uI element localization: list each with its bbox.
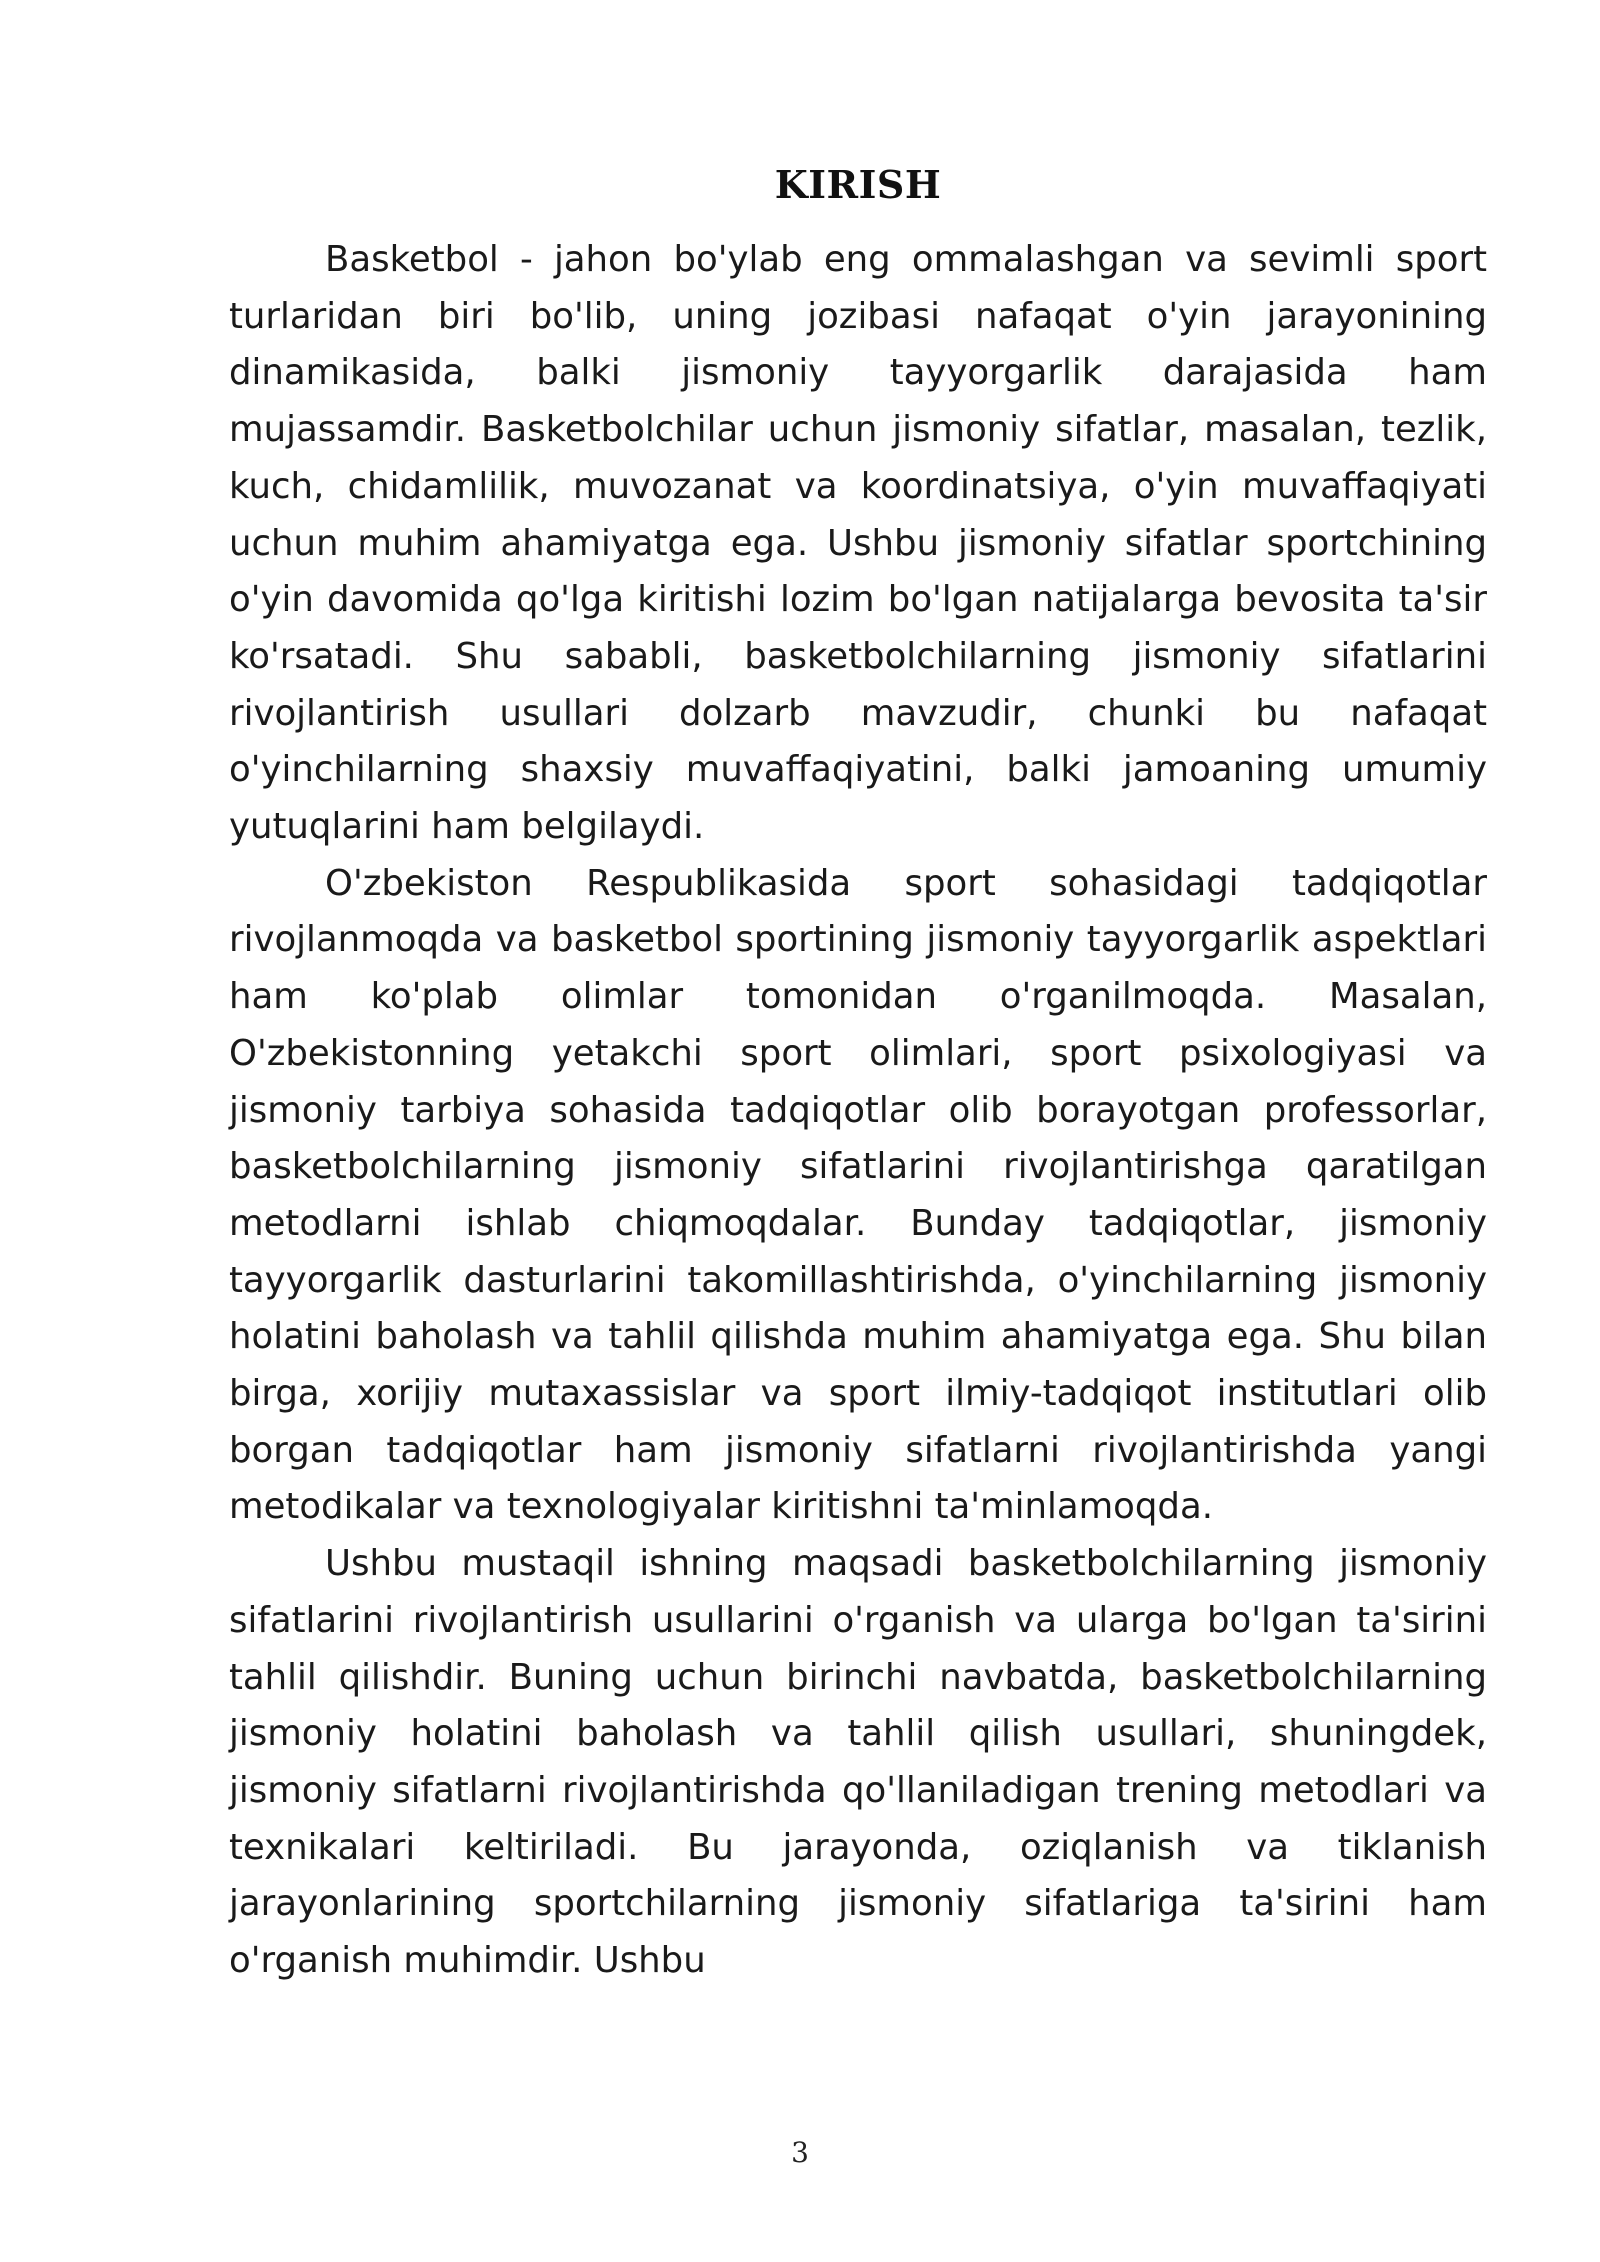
section-title: KIRISH (774, 162, 942, 207)
paragraph-purpose: Ushbu mustaqil ishning maqsadi basketbolchilarning jismoniy sifatlarini rivojlantirish usullarini o'rganish va ularga bo'lgan ta'sirini tahlil qilishdir. Buning uchun birinchi navbatda, basketbolchilarning jismoniy holatini baholash va tahlil qilish usullari, shuningdek, jismoniy sifatlarni rivojlantirishda qo'llaniladigan trening metodlari va texnikalari keltiriladi. Bu jarayonda, oziqlanish va tiklanish jarayonlarining sportchilarning jismoniy sifatlariga ta'sirini ham o'rganish muhimdir. Ushbu (229, 1543, 1487, 1982)
paragraph-research: O'zbekiston Respublikasida sport sohasidagi tadqiqotlar rivojlanmoqda va basketbol sportining jismoniy tayyorgarlik aspektlari ham ko'plab olimlar tomonidan o'rganilmoqda. Masalan, O'zbekistonning yetakchi sport olimlari, sport psixologiyasi va jismoniy tarbiya sohasida tadqiqotlar olib borayotgan professorlar, basketbolchilarning jismoniy sifatlarini rivojlantirishga qaratilgan metodlarni ishlab chiqmoqdalar. Bunday tadqiqotlar, jismoniy tayyorgarlik dasturlarini takomillashtirishda, o'yinchilarning jismoniy holatini baholash va tahlil qilishda muhim ahamiyatga ega. Shu bilan birga, xorijiy mutaxassislar va sport ilmiy-tadqiqot institutlari olib borgan tadqiqotlar ham jismoniy sifatlarni rivojlantirishda yangi metodikalar va texnologiyalar kiritishni ta'minlamoqda. (229, 862, 1487, 1528)
paragraph-intro: Basketbol - jahon bo'ylab eng ommalashgan va sevimli sport turlaridan biri bo'lib, uning jozibasi nafaqat o'yin jarayonining dinamikasida, balki jismoniy tayyorgarlik darajasida ham mujassamdir. Basketbolchilar uchun jismoniy sifatlar, masalan, tezlik, kuch, chidamlilik, muvozanat va koordinatsiya, o'yin muvaffaqiyati uchun muhim ahamiyatga ega. Ushbu jismoniy sifatlar sportchining o'yin davomida qo'lga kiritishi lozim bo'lgan natijalarga bevosita ta'sir ko'rsatadi. Shu sababli, basketbolchilarning jismoniy sifatlarini rivojlantirish usullari dolzarb mavzudir, chunki bu nafaqat o'yinchilarning shaxsiy muvaffaqiyatini, balki jamoaning umumiy yutuqlarini ham belgilaydi. (229, 239, 1487, 848)
page-number: 3 (791, 2136, 809, 2169)
page-content (229, 150, 1487, 1990)
